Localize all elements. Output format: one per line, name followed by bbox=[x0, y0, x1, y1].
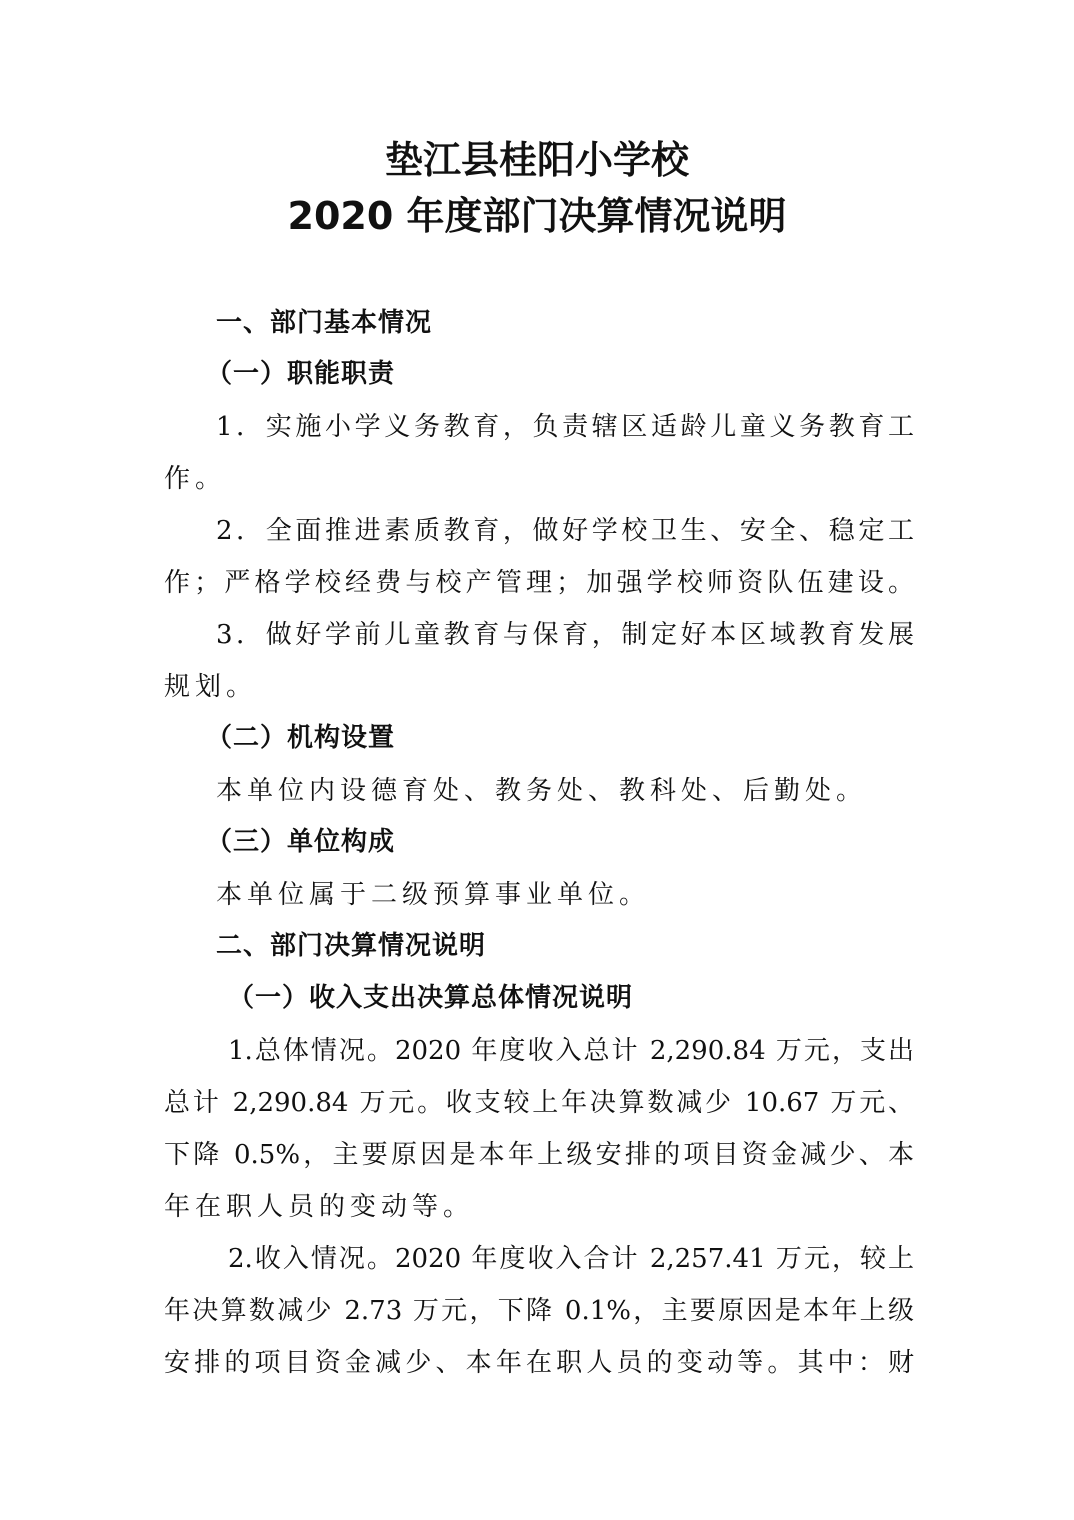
section-heading-1: 一、部门基本情况 bbox=[216, 308, 433, 338]
paragraph-line: 2.收入情况。2020 年度收入合计 2,257.41 万元，较上 bbox=[228, 1244, 914, 1274]
subsection-heading-structure: （二）机构设置 bbox=[206, 723, 396, 753]
subsection-heading-composition: （三）单位构成 bbox=[206, 827, 396, 857]
paragraph-line: 3．做好学前儿童教育与保育，制定好本区域教育发展 bbox=[216, 620, 914, 650]
subsection-heading-overview: （一）收入支出决算总体情况说明 bbox=[228, 983, 634, 1013]
paragraph-line: 规划。 bbox=[164, 672, 258, 702]
section-heading-2: 二、部门决算情况说明 bbox=[216, 931, 487, 961]
paragraph-line: 年在职人员的变动等。 bbox=[164, 1192, 475, 1222]
paragraph-line: 1．实施小学义务教育，负责辖区适龄儿童义务教育工 bbox=[216, 412, 914, 442]
subsection-heading-functions: （一）职能职责 bbox=[206, 359, 396, 389]
document-subtitle: 2020 年度部门决算情况说明 bbox=[287, 194, 787, 238]
paragraph-line: 2．全面推进素质教育，做好学校卫生、安全、稳定工 bbox=[216, 516, 914, 546]
paragraph-line: 安排的项目资金减少、本年在职人员的变动等。其中：财 bbox=[164, 1348, 914, 1378]
paragraph-line: 下降 0.5%，主要原因是本年上级安排的项目资金减少、本 bbox=[164, 1140, 914, 1170]
paragraph-line: 作。 bbox=[164, 464, 227, 494]
document-title: 垫江县桂阳小学校 bbox=[384, 138, 689, 182]
paragraph-line: 年决算数减少 2.73 万元，下降 0.1%，主要原因是本年上级 bbox=[164, 1296, 914, 1326]
paragraph-line: 1.总体情况。2020 年度收入总计 2,290.84 万元，支出 bbox=[228, 1036, 914, 1066]
paragraph-line: 本单位内设德育处、教务处、教科处、后勤处。 bbox=[216, 776, 868, 806]
paragraph-line: 本单位属于二级预算事业单位。 bbox=[216, 880, 651, 910]
paragraph-line: 总计 2,290.84 万元。收支较上年决算数减少 10.67 万元、 bbox=[164, 1088, 914, 1118]
paragraph-line: 作；严格学校经费与校产管理；加强学校师资队伍建设。 bbox=[164, 568, 914, 598]
